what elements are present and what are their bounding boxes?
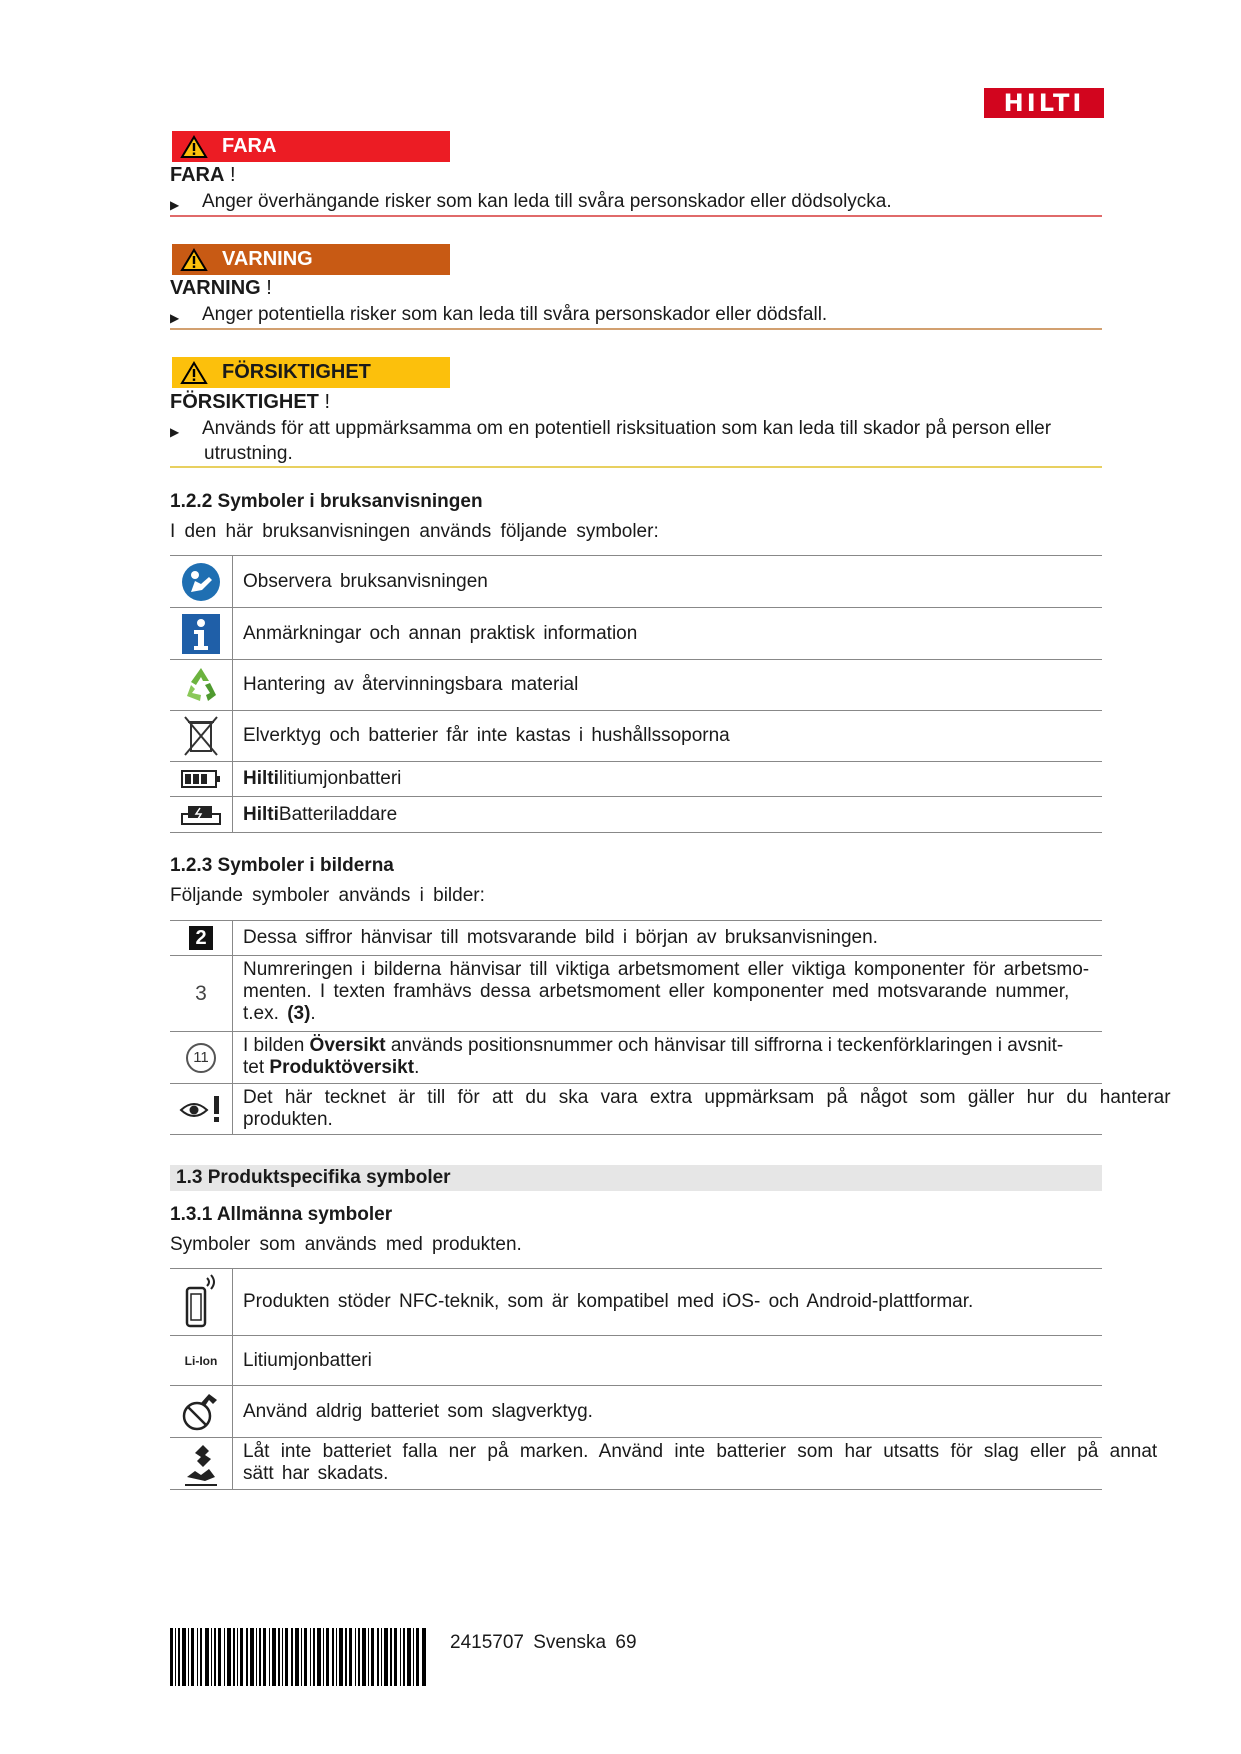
danger-heading: FARA ! [170, 164, 236, 186]
warning-heading: VARNING ! [170, 277, 272, 299]
charger-icon [180, 804, 222, 826]
table-row [170, 1336, 1102, 1386]
bullet-arrow-icon: ▶ [170, 311, 180, 325]
info-icon [182, 614, 220, 654]
caution-rule [170, 466, 1102, 468]
section-1-2-3-intro: Följande symboler används i bilder: [170, 885, 485, 906]
row-text: Elverktyg och batterier får inte kastas i hushållssoporna [243, 725, 730, 746]
section-1-2-3-title: 1.2.3 Symboler i bilderna [170, 855, 394, 876]
warning-rule [170, 328, 1102, 330]
banner-label: FARA [222, 135, 277, 157]
table-row [170, 711, 1102, 762]
warning-triangle-icon [180, 361, 208, 385]
table-row [170, 660, 1102, 711]
row-text: Anmärkningar och annan praktisk information [243, 622, 638, 644]
hilti-logo [984, 88, 1104, 118]
eye-attention-icon [179, 1094, 223, 1124]
danger-rule [170, 215, 1102, 217]
row-text: Hantering av återvinningsbara material [243, 674, 579, 695]
number-3-icon: 3 [195, 981, 207, 1005]
table-row [170, 1084, 1171, 1135]
row-text: Dessa siffror hänvisar till motsvarande bild i början av bruksanvisningen. [243, 927, 878, 948]
row-text: Låt inte batteriet falla ner på marken. Använd inte batterier som har utsatts för slag eller på annat sätt har skadats. [243, 1441, 1158, 1484]
logo-text: HILTI [1003, 89, 1085, 117]
li-ion-icon: Li-Ion [184, 1353, 218, 1368]
crossed-bin-icon [181, 714, 221, 758]
row-text: Observera bruksanvisningen [243, 570, 488, 592]
table-row [170, 1269, 1102, 1336]
falling-battery-icon [181, 1441, 221, 1487]
warning-banner [172, 244, 450, 275]
row-text: I bilden Översikt används positionsnummer och hänvisar till siffrorna i teckenförklaringen i avsnit- tet Produktöversikt. [243, 1035, 1064, 1078]
number-2-box-icon: 2 [189, 926, 213, 950]
bullet-arrow-icon: ▶ [170, 425, 180, 439]
caution-banner [172, 357, 450, 388]
table-row [170, 556, 1102, 608]
row-text: Använd aldrig batteriet som slagverktyg. [243, 1400, 593, 1422]
caution-heading: FÖRSIKTIGHET ! [170, 391, 331, 413]
table-row [170, 608, 1102, 660]
banner-label: FÖRSIKTIGHET [222, 361, 371, 383]
danger-banner [172, 131, 450, 162]
row-text: Det här tecknet är till för att du ska vara extra uppmärksam på något som gäller hur du hanterar produkten. [243, 1087, 1171, 1130]
figure-symbols-table [170, 920, 1171, 1135]
no-hammer-battery-icon [181, 1390, 221, 1434]
row-text: Hilti Batteriladdare [243, 803, 398, 825]
product-symbols-table [170, 1268, 1158, 1490]
table-row [170, 1438, 1158, 1490]
table-row [170, 921, 1102, 956]
row-text: Litiumjonbatteri [243, 1349, 372, 1371]
manual-symbols-table [170, 555, 1102, 833]
nfc-phone-icon [181, 1274, 221, 1330]
section-1-3-1-intro: Symboler som används med produkten. [170, 1234, 522, 1255]
bullet-arrow-icon: ▶ [170, 198, 180, 212]
warning-description: ▶ Anger potentiella risker som kan leda till svåra personskador eller dödsfall. [170, 302, 1102, 331]
read-manual-icon [181, 562, 221, 602]
table-row [170, 956, 1102, 1032]
row-text: Produkten stöder NFC-teknik, som är kompatibel med iOS- och Android-plattformar. [243, 1291, 974, 1312]
danger-description: ▶ Anger överhängande risker som kan leda till svåra personskador eller dödsolycka. [170, 189, 1102, 218]
page-number: 69 [615, 1632, 637, 1653]
section-1-3-title: 1.3 Produktspecifika symboler [170, 1165, 1102, 1191]
recycle-icon [181, 665, 221, 705]
table-row [170, 762, 1102, 797]
number-11-circle-icon: 11 [186, 1043, 216, 1073]
page-footer [450, 1632, 637, 1654]
caution-description: ▶ Används för att uppmärksamma om en potentiell risksituation som kan leda till skador på person eller utrustning. [170, 418, 1052, 464]
section-1-2-2-intro: I den här bruksanvisningen används följande symboler: [170, 521, 659, 542]
battery-icon [181, 769, 221, 789]
section-1-3-1-title: 1.3.1 Allmänna symboler [170, 1204, 393, 1225]
row-text: Hilti litiumjonbatteri [243, 768, 402, 789]
row-text: Numreringen i bilderna hänvisar till viktiga arbetsmoment eller viktiga komponenter för arbetsmo- menten. I texten framhävs dessa arbetsmoment eller komponenter med motsvarande nummer, t.ex. (3). [243, 959, 1090, 1024]
doc-number: 2415707 [450, 1632, 524, 1653]
warning-triangle-icon [180, 135, 208, 159]
banner-label: VARNING [222, 248, 313, 270]
table-row [170, 797, 1102, 833]
barcode-icon [170, 1628, 426, 1686]
table-row [170, 1032, 1102, 1084]
table-row [170, 1386, 1102, 1438]
footer-language: Svenska [533, 1632, 607, 1653]
section-1-2-2-title: 1.2.2 Symboler i bruksanvisningen [170, 491, 483, 512]
warning-triangle-icon [180, 248, 208, 272]
